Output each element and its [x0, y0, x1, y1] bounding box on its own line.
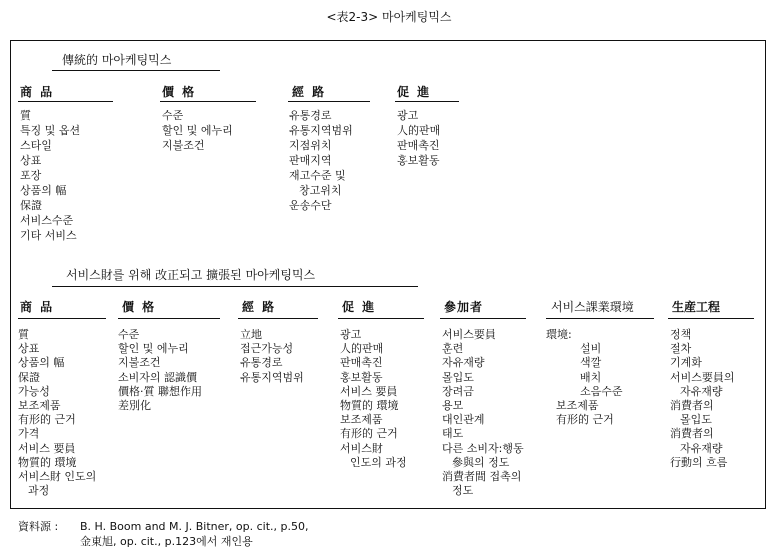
list-item: 특징 및 옵션 — [20, 124, 81, 137]
list-item: 有形的 근거 — [18, 413, 76, 427]
list-item: 광고 — [340, 328, 362, 341]
list-item: 物質的 環境 — [340, 398, 399, 412]
list-item: 운송수단 — [289, 199, 332, 212]
section1-title: 傳統的 마아케팅믹스 — [62, 53, 172, 67]
source-line-2: 金東旭, op. cit., p.123에서 재인용 — [80, 535, 253, 548]
list-item: 인도의 과정 — [350, 455, 407, 469]
s2-column-promotion — [340, 328, 407, 470]
list-item: 人的판매 — [340, 342, 384, 356]
list-item: 保證 — [18, 370, 40, 384]
list-item: 保證 — [20, 199, 42, 212]
section2-underline — [52, 286, 418, 287]
table-caption: <表2-3> 마아케팅믹스 — [326, 10, 452, 24]
list-item: 서비스 要員 — [340, 384, 398, 398]
list-item: 홍보활동 — [397, 154, 440, 167]
list-item: 보조제품 — [340, 413, 383, 427]
list-item: 배치 — [580, 370, 602, 384]
s1-header-channel: 經 路 — [292, 85, 327, 99]
list-item: 절차 — [670, 342, 692, 356]
section1-underline — [52, 70, 220, 71]
list-item: 유통지역범위 — [240, 370, 304, 384]
s2-header-participants: 參加者 — [444, 300, 484, 314]
s1-header-rule — [395, 101, 459, 102]
list-item: 홍보활동 — [340, 370, 383, 384]
list-item: 수준 — [118, 328, 140, 341]
s1-header-promotion: 促 進 — [397, 85, 432, 99]
list-item: 서비스財 인도의 — [18, 469, 97, 483]
source-label: 資料源 : — [18, 520, 59, 533]
list-item: 유통지역범위 — [289, 124, 353, 137]
section2-title: 서비스財를 위해 改正되고 擴張된 마아케팅믹스 — [66, 268, 316, 282]
s1-header-price: 價 格 — [162, 85, 197, 99]
s1-header-rule — [288, 101, 370, 102]
list-item: 가능성 — [18, 384, 50, 398]
s1-header-rule — [18, 101, 113, 102]
list-item: 지점위치 — [289, 139, 332, 152]
list-item: 環境: — [546, 328, 572, 341]
list-item: 價格·質 聯想作用 — [118, 384, 202, 398]
list-item: 훈련 — [442, 342, 464, 356]
list-item: 有形的 근거 — [556, 413, 614, 427]
s2-header-rule — [238, 318, 318, 319]
s2-header-rule — [546, 318, 654, 319]
list-item: 장려금 — [442, 384, 474, 398]
s2-header-product: 商 品 — [20, 300, 55, 314]
list-item: 몰입도 — [680, 413, 712, 427]
s1-column-channel — [289, 108, 353, 213]
list-item: 색깔 — [580, 356, 602, 370]
list-item: 상표 — [20, 154, 42, 167]
s1-column-price — [162, 108, 233, 153]
list-item: 태도 — [442, 427, 464, 441]
list-item: 자유재량 — [680, 441, 723, 455]
list-item: 質 — [20, 109, 31, 122]
list-item: 정도 — [452, 484, 474, 498]
s2-column-environment — [546, 328, 623, 427]
list-item: 유통경로 — [289, 109, 332, 122]
list-item: 參與의 정도 — [452, 455, 510, 469]
list-item: 과정 — [28, 484, 50, 498]
list-item: 質 — [18, 328, 29, 341]
s2-column-participants — [442, 328, 524, 498]
list-item: 용모 — [442, 398, 464, 412]
s2-column-process — [670, 328, 735, 470]
s1-header-product: 商 品 — [20, 85, 55, 99]
list-item: 差別化 — [118, 398, 151, 412]
s2-header-rule — [440, 318, 526, 319]
list-item: 광고 — [397, 109, 419, 122]
list-item: 창고위치 — [299, 184, 342, 197]
list-item: 유통경로 — [240, 356, 283, 370]
list-item: 기타 서비스 — [20, 229, 77, 242]
list-item: 기계화 — [670, 356, 702, 370]
list-item: 자유재량 — [680, 384, 723, 398]
list-item: 설비 — [580, 342, 602, 356]
list-item: 消費者의 — [670, 398, 714, 412]
list-item: 재고수준 및 — [289, 169, 346, 182]
s2-header-rule — [118, 318, 220, 319]
s2-header-promotion: 促 進 — [342, 300, 377, 314]
s1-column-promotion — [397, 108, 440, 168]
list-item: 수준 — [162, 109, 184, 122]
list-item: 消費者의 — [670, 427, 714, 441]
s1-column-product — [20, 108, 80, 243]
list-item: 할인 및 에누리 — [162, 124, 233, 137]
list-item: 정책 — [670, 328, 692, 341]
list-item: 판매지역 — [289, 154, 332, 167]
list-item: 有形的 근거 — [340, 427, 398, 441]
list-item: 상표 — [18, 342, 40, 356]
list-item: 상품의 幅 — [20, 184, 67, 197]
list-item: 상품의 幅 — [18, 356, 65, 370]
list-item: 物質的 環境 — [18, 455, 77, 469]
list-item: 서비스要員 — [442, 328, 496, 341]
list-item: 가격 — [18, 427, 40, 441]
s2-header-rule — [668, 318, 754, 319]
list-item: 서비스財 — [340, 441, 383, 455]
source-line-1: B. H. Boom and M. J. Bitner, op. cit., p.50, — [80, 520, 309, 533]
list-item: 소비자의 認識價 — [118, 370, 198, 384]
list-item: 할인 및 에누리 — [118, 342, 189, 356]
list-item: 판매촉진 — [340, 356, 383, 370]
list-item: 人的판매 — [397, 124, 441, 137]
list-item: 대인관계 — [442, 413, 485, 427]
list-item: 접근가능성 — [240, 342, 294, 356]
s2-header-rule — [338, 318, 424, 319]
s2-header-channel: 經 路 — [242, 300, 277, 314]
list-item: 지불조건 — [162, 139, 205, 152]
list-item: 消費者間 접촉의 — [442, 469, 522, 483]
s2-header-environment: 서비스課業環境 — [551, 300, 634, 314]
list-item: 자유재량 — [442, 356, 485, 370]
list-item: 판매촉진 — [397, 139, 440, 152]
list-item: 서비스수준 — [20, 214, 74, 227]
list-item: 보조제품 — [18, 398, 61, 412]
list-item: 다른 소비자:행동 — [442, 441, 524, 455]
list-item: 서비스要員의 — [670, 370, 735, 384]
list-item: 서비스 要員 — [18, 441, 76, 455]
s2-header-process: 生産工程 — [672, 300, 721, 314]
list-item: 몰입도 — [442, 370, 474, 384]
list-item: 行動의 흐름 — [670, 455, 728, 469]
list-item: 포장 — [20, 169, 42, 182]
s2-column-price — [118, 328, 202, 413]
list-item: 스타일 — [20, 139, 52, 152]
list-item: 소음수준 — [580, 384, 623, 398]
list-item: 立地 — [240, 328, 262, 341]
list-item: 지불조건 — [118, 356, 161, 370]
s1-header-rule — [160, 101, 256, 102]
s2-column-product — [18, 328, 96, 498]
list-item: 보조제품 — [556, 398, 599, 412]
s2-header-rule — [18, 318, 106, 319]
s2-header-price: 價 格 — [122, 300, 157, 314]
s2-column-channel — [240, 328, 304, 385]
